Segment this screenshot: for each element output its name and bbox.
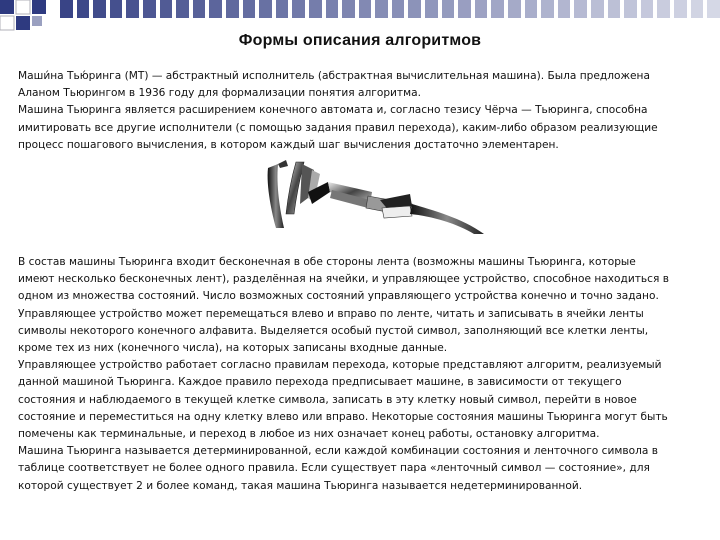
header-stripe — [674, 0, 687, 18]
header-stripe — [558, 0, 571, 18]
header-stripe — [442, 0, 455, 18]
header-stripe — [176, 0, 189, 18]
corner-decoration — [0, 0, 60, 36]
slide-title: Формы описания алгоритмов — [238, 32, 482, 49]
header-stripe — [408, 0, 421, 18]
body-line: имеют несколько бесконечных лент), разделённая на ячейки, и управляющее устройство, способное находиться в — [18, 273, 669, 286]
header-stripe — [126, 0, 139, 18]
body-line: состояние и переместиться на одну клетку влево или вправо. Некоторые состояния машины Тьюринга могут быть — [18, 410, 668, 423]
header-stripe-bar — [60, 0, 720, 18]
body-line: Управляющее устройство работает согласно правилам перехода, которые представляют алгоритм, реализуемый — [18, 359, 662, 372]
body-line: Машина Тьюринга называется детерминированной, если каждой комбинации состояния и ленточного символа в — [18, 445, 658, 458]
header-stripe — [458, 0, 471, 18]
header-stripe — [342, 0, 355, 18]
body-line: одном из множества состояний. Число возможных состояний управляющего устройства конечно и точно задано. — [18, 290, 659, 303]
intro-line: процесс пошагового вычисления, в котором каждый шаг вычисления достаточно элементарен. — [18, 138, 559, 151]
header-stripe — [707, 0, 720, 18]
header-stripe — [110, 0, 123, 18]
body-paragraph — [18, 254, 708, 495]
header-stripe — [691, 0, 704, 18]
body-line: символы некоторого конечного алфавита. Выделяется особый пустой символ, заполняющий все клетки ленты, — [18, 324, 649, 337]
header-stripe — [60, 0, 73, 18]
header-stripe — [541, 0, 554, 18]
header-stripe — [292, 0, 305, 18]
header-stripe — [392, 0, 405, 18]
header-stripe — [425, 0, 438, 18]
header-stripe — [608, 0, 621, 18]
header-stripe — [491, 0, 504, 18]
body-line: помечены как терминальные, и переход в любое из них означает конец работы, остановку алгоритма. — [18, 428, 600, 441]
intro-paragraph — [18, 68, 708, 154]
header-stripe — [259, 0, 272, 18]
header-stripe — [641, 0, 654, 18]
header-stripe — [359, 0, 372, 18]
header-stripe — [657, 0, 670, 18]
turing-tape-illustration — [262, 152, 488, 236]
intro-line: Аланом Тьюрингом в 1936 году для формализации понятия алгоритма. — [18, 87, 421, 100]
header-stripe — [193, 0, 206, 18]
header-stripe — [309, 0, 322, 18]
header-stripe — [243, 0, 256, 18]
header-stripe — [591, 0, 604, 18]
header-stripe — [326, 0, 339, 18]
header-stripe — [525, 0, 538, 18]
header-stripe — [375, 0, 388, 18]
body-line: которой существует 2 и более команд, такая машина Тьюринга называется недетерминированной. — [18, 479, 583, 492]
header-stripe — [209, 0, 222, 18]
intro-line: имитировать все другие исполнители (с помощью задания правил перехода), каким-либо образом реализующие — [18, 121, 658, 134]
header-stripe — [93, 0, 106, 18]
header-stripe — [160, 0, 173, 18]
body-line: таблице соответствует не более одного правила. Если существует пара «ленточный символ — состояние», для — [18, 462, 650, 475]
intro-line: Маши́на Тью́ринга (МТ) — абстрактный исполнитель (абстрактная вычислительная машина). Была предложена — [18, 70, 650, 82]
header-stripe — [574, 0, 587, 18]
body-line: состояния и наблюдаемого в текущей клетке символа, записать в эту клетку новый символ, перейти в новое — [18, 393, 637, 406]
header-stripe — [475, 0, 488, 18]
header-stripe — [226, 0, 239, 18]
body-line: кроме тех из них (конечного числа), на которых записаны входные данные. — [18, 342, 448, 355]
body-line: Управляющее устройство может перемещаться влево и вправо по ленте, читать и записывать в ячейки ленты — [18, 307, 644, 320]
header-stripe — [77, 0, 90, 18]
header-stripe — [276, 0, 289, 18]
header-stripe — [143, 0, 156, 18]
header-stripe — [624, 0, 637, 18]
body-line: В состав машины Тьюринга входит бесконечная в обе стороны лента (возможны машины Тьюринга, которые — [18, 256, 636, 268]
header-stripe — [508, 0, 521, 18]
body-line: данной машиной Тьюринга. Каждое правило перехода предписывает машине, в зависимости от текущего — [18, 376, 622, 389]
intro-line: Машина Тьюринга является расширением конечного автомата и, согласно тезису Чёрча — Тьюринга, способна — [18, 104, 648, 117]
